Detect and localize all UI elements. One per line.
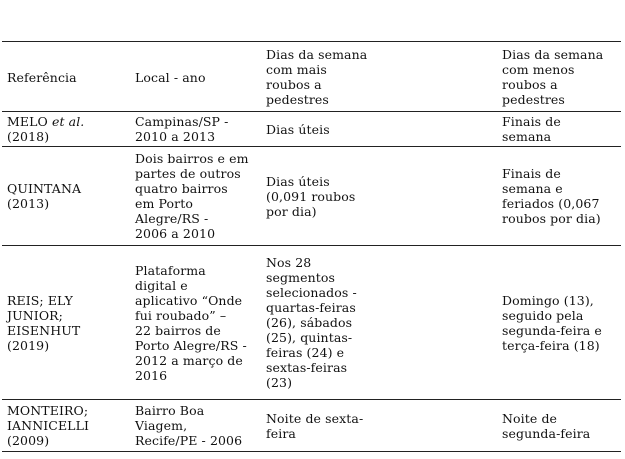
cell-line: 2012 a março de [135, 352, 243, 368]
cell-days-least [497, 112, 621, 147]
cell-days-least [497, 400, 621, 452]
cell-days-most [261, 400, 497, 452]
cell-line: segunda-feira [502, 425, 591, 441]
cell-line: IANNICELLI [7, 418, 90, 433]
header-line: Dias da semana [266, 47, 368, 62]
cell-line: (2013) [7, 196, 50, 211]
cell-line: Bairro Boa [135, 403, 205, 418]
cell-line: Noite de [502, 410, 558, 426]
header-line: Dias da semana [502, 47, 604, 62]
cell-line: (0,091 roubos [266, 188, 356, 204]
table-header-row [2, 42, 621, 112]
cell-reference [2, 400, 130, 452]
cell-line: sextas-feiras [266, 360, 348, 375]
header-line: pedestres [266, 92, 329, 107]
cell-reference [2, 112, 130, 147]
cell-days-most [261, 112, 497, 147]
cell-line: segmentos [266, 270, 335, 285]
cell-line: feriados (0,067 [502, 196, 600, 211]
header-days-most-robberies [261, 42, 497, 112]
cell-line: Porto Alegre/RS - [135, 337, 247, 353]
cell-line: Alegre/RS - [135, 211, 209, 226]
cell-line: Finais de [502, 166, 561, 181]
cell-line: Dias úteis [266, 173, 330, 189]
header-line: com mais [266, 62, 327, 77]
cell-line: Viagem, [135, 418, 188, 433]
cell-line [7, 114, 126, 129]
table-row [2, 147, 621, 246]
cell-line: 2010 a 2013 [135, 129, 216, 144]
reference-et-al: et al. [51, 114, 85, 129]
header-line: pedestres [502, 92, 565, 107]
cell-reference [2, 246, 130, 400]
header-line: roubos a [266, 77, 322, 92]
cell-line: Noite de sexta- [266, 410, 364, 426]
cell-line: Campinas/SP - [135, 114, 229, 129]
cell-local-year [130, 400, 261, 452]
cell-line: partes de outros [135, 166, 241, 181]
cell-line: segunda-feira e [502, 322, 602, 338]
cell-line: (26), sábados [266, 315, 353, 330]
robbery-weekday-table [2, 41, 621, 452]
reference-author: MELO [7, 114, 52, 129]
cell-line: Domingo (13), [502, 292, 594, 308]
cell-days-least [497, 246, 621, 400]
cell-line: seguido pela [502, 307, 584, 323]
table-row [2, 112, 621, 147]
cell-line: feiras (24) e [266, 345, 345, 360]
cell-line: (2018) [7, 129, 50, 144]
cell-line: EISENHUT [7, 322, 81, 338]
cell-line: JUNIOR; [7, 307, 63, 323]
cell-line: 2016 [135, 367, 168, 383]
cell-line: aplicativo “Onde [135, 292, 243, 308]
cell-line: QUINTANA [7, 181, 82, 196]
cell-line: semana [502, 129, 552, 144]
cell-line: selecionados - [266, 285, 357, 300]
cell-line: quatro bairros [135, 181, 228, 196]
cell-local-year [130, 112, 261, 147]
header-line: roubos a [502, 77, 558, 92]
cell-line: 2006 a 2010 [135, 226, 216, 241]
cell-line: (23) [266, 375, 293, 390]
table-row [2, 400, 621, 452]
cell-line: Dois bairros e em [135, 151, 249, 166]
cell-local-year [130, 246, 261, 400]
cell-line: Plataforma [135, 262, 206, 278]
cell-line: terça-feira (18) [502, 337, 600, 353]
header-line: Referência [7, 69, 77, 85]
cell-line: quartas-feiras [266, 300, 356, 315]
cell-line: semana e [502, 181, 563, 196]
table-row [2, 246, 621, 400]
cell-line: (25), quintas- [266, 330, 353, 345]
cell-line: roubos por dia) [502, 211, 601, 226]
header-reference [2, 42, 130, 112]
cell-days-least [497, 147, 621, 246]
header-line: Local - ano [135, 69, 206, 85]
header-line: com menos [502, 62, 575, 77]
cell-line: feira [266, 425, 296, 441]
cell-line: (2009) [7, 433, 50, 448]
header-days-least-robberies [497, 42, 621, 112]
cell-line: MONTEIRO; [7, 403, 89, 418]
cell-line: Nos 28 [266, 255, 312, 270]
cell-days-most [261, 246, 497, 400]
cell-line: REIS; ELY [7, 292, 74, 308]
cell-line: Finais de [502, 114, 561, 129]
cell-line: em Porto [135, 196, 193, 211]
cell-local-year [130, 147, 261, 246]
cell-days-most [261, 147, 497, 246]
cell-line: Dias úteis [266, 121, 330, 137]
cell-line: Recife/PE - 2006 [135, 433, 243, 448]
cell-reference [2, 147, 130, 246]
cell-line: fui roubado” – [135, 307, 227, 323]
header-local-year [130, 42, 261, 112]
cell-line: digital e [135, 277, 188, 293]
cell-line: por dia) [266, 203, 317, 219]
cell-line: 22 bairros de [135, 322, 221, 338]
cell-line: (2019) [7, 337, 50, 353]
